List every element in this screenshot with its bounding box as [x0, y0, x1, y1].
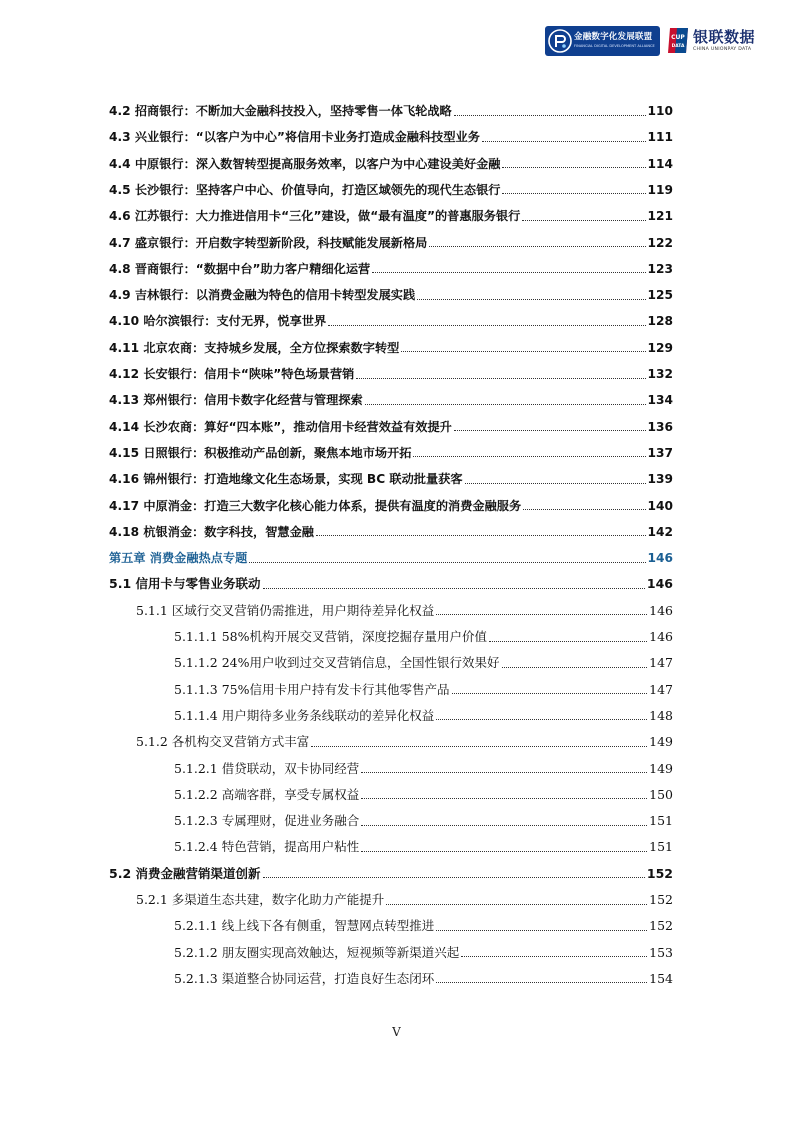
toc-entry-page: 114 [647, 156, 673, 171]
toc-entry[interactable] [109, 364, 673, 384]
toc-entry-title: 4.16 锦州银行：打造地缘文化生态场景，实现 BC 联动批量获客 [109, 472, 463, 487]
toc-entry[interactable] [109, 127, 673, 147]
toc-entry[interactable] [174, 811, 673, 831]
toc-entry[interactable] [109, 443, 673, 463]
toc-entry-title: 4.15 日照银行：积极推动产品创新，聚焦本地市场开拓 [109, 445, 412, 460]
toc-entry-page: 146 [649, 602, 673, 618]
toc-entry[interactable] [174, 653, 673, 673]
dot-leader [436, 982, 647, 983]
toc-entry-title: 4.6 江苏银行：大力推进信用卡“三化”建设，做“最有温度”的普惠服务银行 [109, 209, 521, 224]
toc-entry-title: 5.1.2.3 专属理财，促进业务融合 [174, 813, 360, 829]
dot-leader [316, 535, 646, 536]
toc-entry-title: 4.12 长安银行：信用卡“陕味”特色场景营销 [109, 367, 355, 381]
toc-entry-title: 4.11 北京农商：支持城乡发展，全方位探索数字转型 [109, 340, 400, 355]
dot-leader [372, 272, 645, 273]
toc-entry-page: 147 [649, 655, 673, 671]
toc-entry-title: 4.5 长沙银行：坚持客户中心、价值导向，打造区域领先的现代生态银行 [109, 182, 501, 197]
dot-leader [361, 851, 647, 852]
logo-left-subtitle: FINANCIAL DIGITAL DEVELOPMENT ALLIANCE [574, 44, 655, 48]
toc-entry-title: 4.17 中原消金：打造三大数字化核心能力体系，提供有温度的消费金融服务 [109, 498, 522, 513]
alliance-emblem-icon [548, 29, 572, 53]
toc-entry[interactable] [109, 259, 673, 279]
toc-entry[interactable] [174, 969, 673, 989]
dot-leader [465, 483, 646, 484]
dot-leader [482, 141, 646, 142]
toc-entry-title: 5.2.1.2 朋友圈实现高效触达，短视频等新渠道兴起 [174, 944, 460, 960]
dot-leader [417, 299, 645, 300]
dot-leader [523, 509, 645, 510]
dot-leader [263, 877, 645, 878]
toc-entry[interactable] [109, 496, 673, 516]
toc-entry-page: 152 [649, 892, 673, 907]
toc-entry[interactable] [109, 101, 673, 121]
toc-entry-page: 125 [647, 288, 673, 303]
logo-left-title: 金融数字化发展联盟 [574, 32, 653, 42]
toc-entry[interactable] [109, 469, 673, 489]
toc-entry[interactable] [174, 706, 673, 726]
toc-entry[interactable] [109, 522, 673, 542]
dot-leader [386, 904, 647, 905]
dot-leader [328, 325, 645, 326]
toc-entry-title: 5.1.1.3 75%信用卡用户持有发卡行其他零售产品 [174, 681, 450, 697]
toc-entry-page: 142 [647, 524, 673, 539]
toc-entry-page: 128 [647, 314, 673, 329]
toc-entry[interactable] [174, 916, 673, 936]
toc-entry-page: 123 [647, 261, 673, 276]
toc-entry-title: 4.8 晋商银行：“数据中台”助力客户精细化运营 [109, 261, 371, 276]
toc-entry-page: 147 [649, 681, 673, 697]
toc-entry[interactable] [109, 574, 673, 594]
toc-entry[interactable] [109, 338, 673, 358]
dot-leader [436, 719, 647, 720]
toc-entry-page: 122 [647, 235, 673, 250]
toc-entry[interactable] [109, 390, 673, 410]
toc-entry-page: 153 [649, 944, 673, 960]
dot-leader [454, 115, 646, 116]
toc-entry[interactable] [109, 233, 673, 253]
toc-entry-page: 146 [646, 576, 673, 592]
toc-entry-title: 5.2 消费金融营销渠道创新 [109, 865, 261, 881]
toc-entry[interactable] [109, 154, 673, 174]
toc-entry-page: 152 [649, 918, 673, 934]
toc-entry-page: 119 [647, 182, 673, 197]
toc-entry-title: 第五章 消费金融热点专题 [109, 551, 248, 566]
toc-entry[interactable] [174, 680, 673, 700]
toc-entry[interactable] [109, 311, 673, 331]
toc-entry-page: 152 [646, 865, 673, 881]
toc-entry-page: 148 [649, 707, 673, 723]
dot-leader [489, 641, 647, 642]
dot-leader [361, 798, 647, 799]
logo-right-subtitle: CHINA UNIONPAY DATA [693, 47, 752, 52]
dot-leader [311, 746, 647, 747]
toc-entry-page: 129 [647, 340, 673, 355]
toc-entry[interactable] [109, 864, 673, 884]
toc-entry[interactable] [136, 601, 673, 621]
dot-leader [429, 246, 645, 247]
toc-entry-title: 4.18 杭银消金：数字科技，智慧金融 [109, 524, 314, 539]
toc-entry-page: 110 [647, 104, 673, 118]
dot-leader [502, 667, 648, 668]
toc-entry-title: 5.1 信用卡与零售业务联动 [109, 576, 261, 592]
toc-entry-page: 154 [649, 970, 673, 986]
toc-entry-title: 4.14 长沙农商：算好“四本账”，推动信用卡经营效益有效提升 [109, 419, 452, 434]
toc-entry-title: 5.2.1.3 渠道整合协同运营，打造良好生态闭环 [174, 970, 435, 986]
page-header [545, 26, 767, 56]
toc-entry-page: 151 [649, 839, 673, 855]
toc-entry-title: 4.2 招商银行：不断加大金融科技投入，坚持零售一体飞轮战略 [109, 104, 452, 118]
toc-entry-page: 134 [647, 393, 673, 408]
dot-leader [461, 956, 647, 957]
toc-entry-title: 4.10 哈尔滨银行：支付无界，悦享世界 [109, 314, 327, 329]
toc-entry-title: 4.4 中原银行：深入数智转型提高服务效率，以客户为中心建设美好金融 [109, 156, 501, 171]
toc-entry-page: 121 [647, 209, 673, 224]
dot-leader [365, 404, 646, 405]
toc-entry[interactable] [174, 627, 673, 647]
dot-leader [356, 378, 645, 379]
toc-entry-title: 4.9 吉林银行：以消费金融为特色的信用卡转型发展实践 [109, 288, 416, 303]
toc-entry-page: 150 [649, 786, 673, 802]
page-number: V [392, 1025, 401, 1039]
dot-leader [436, 930, 647, 931]
dot-leader [502, 167, 645, 168]
dot-leader [263, 588, 645, 589]
toc-entry-page: 149 [649, 760, 673, 776]
unionpay-data-logo [667, 26, 767, 56]
toc-entry-page: 146 [647, 551, 673, 566]
dot-leader [361, 825, 647, 826]
fdda-logo [545, 26, 660, 56]
svg-text:DATA: DATA [671, 44, 685, 49]
toc-entry-page: 139 [647, 472, 673, 487]
toc-entry-page: 140 [647, 498, 673, 513]
toc-entry-title: 5.1.2.4 特色营销，提高用户粘性 [174, 839, 360, 855]
toc-entry[interactable] [109, 206, 673, 226]
toc-entry-page: 111 [647, 130, 673, 145]
toc-entry-title: 4.7 盛京银行：开启数字转型新阶段，科技赋能发展新格局 [109, 235, 428, 250]
toc-entry-title: 4.13 郑州银行：信用卡数字化经营与管理探索 [109, 393, 363, 408]
toc-entry[interactable] [174, 837, 673, 857]
toc-entry-title: 5.1.2.2 高端客群，享受专属权益 [174, 786, 360, 802]
toc-entry-title: 5.1.2 各机构交叉营销方式丰富 [136, 734, 310, 750]
dot-leader [436, 614, 647, 615]
toc-entry-page: 132 [647, 367, 673, 381]
toc-entry[interactable] [174, 943, 673, 963]
dot-leader [361, 772, 647, 773]
toc-entry[interactable] [109, 548, 673, 568]
toc-entry-title: 5.1.1.2 24%用户收到过交叉营销信息，全国性银行效果好 [174, 655, 500, 671]
toc-entry-title: 5.2.1 多渠道生态共建，数字化助力产能提升 [136, 892, 385, 907]
toc-entry-page: 149 [649, 734, 673, 750]
toc-entry-title: 4.3 兴业银行：“以客户为中心”将信用卡业务打造成金融科技型业务 [109, 130, 480, 145]
toc-entry-title: 5.1.1.1 58%机构开展交叉营销，深度挖掘存量用户价值 [174, 629, 487, 644]
toc-entry-title: 5.1.1.4 用户期待多业务条线联动的差异化权益 [174, 707, 435, 723]
toc-entry-page: 136 [647, 419, 673, 434]
dot-leader [522, 220, 645, 221]
toc-entry[interactable] [109, 180, 673, 200]
dot-leader [454, 430, 646, 431]
cup-data-badge-icon [667, 27, 689, 54]
toc-entry[interactable] [136, 732, 673, 752]
toc-entry-page: 146 [649, 629, 673, 644]
dot-leader [502, 193, 645, 194]
toc-entry-page: 151 [649, 813, 673, 829]
toc-entry-title: 5.1.1 区域行交叉营销仍需推进，用户期待差异化权益 [136, 602, 435, 618]
toc-entry[interactable] [109, 417, 673, 437]
dot-leader [249, 562, 645, 563]
dot-leader [452, 693, 648, 694]
svg-text:CUP: CUP [671, 34, 685, 41]
toc-entry[interactable] [174, 759, 673, 779]
toc-entry[interactable] [109, 285, 673, 305]
toc-entry[interactable] [136, 890, 673, 910]
dot-leader [401, 351, 645, 352]
toc-entry-title: 5.1.2.1 借贷联动，双卡协同经营 [174, 760, 360, 776]
logo-right-title: 银联数据 [693, 28, 756, 46]
toc-entry-page: 137 [647, 445, 673, 460]
dot-leader [413, 456, 645, 457]
toc-entry-title: 5.2.1.1 线上线下各有侧重，智慧网点转型推进 [174, 918, 435, 934]
toc-entry[interactable] [174, 785, 673, 805]
